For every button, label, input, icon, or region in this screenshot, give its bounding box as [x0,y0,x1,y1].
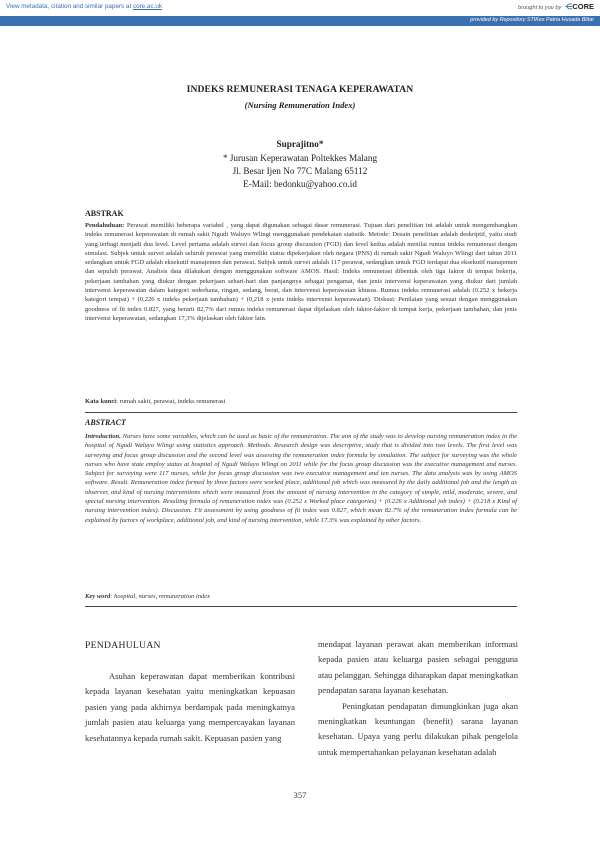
abstract-keywords [85,593,517,600]
author-name: Suprajitno* [276,139,324,149]
email-line: E-Mail: bedonku@yahoo.co.id [243,179,357,189]
left-column [85,669,295,746]
core-brought-text: brought to you by [518,5,562,11]
core-metadata-link[interactable] [6,3,162,10]
core-brought-by [518,2,594,11]
address-line: Jl. Besar Ijen No 77C Malang 65112 [232,166,368,176]
abstract-keywords-label: Key word [85,593,111,600]
core-link[interactable]: core.ac.uk [132,3,162,10]
abstrak-text: Perawat memiliki beberapa variabel , yang dapat digunakan sebagai dasar remunerasi. Tujuan dari penelitian ini adalah untuk mengembangkan indeks remunerasi keperawatan di rumah sakit Ngudi Waluyo Wlingi menggunakan pendekatan statistik. Metode: Desain penelitian adalah deskriptif, yaitu studi yang terbagi menjadi dua level. Level pertama adalah survei dan focus group discussion (FGD) dan level kedua adalah menilai rumus indeks remunerasi dengan simulasi. Subjek untuk survei adalah seluruh perawat yang memiliki status dipekerjakan oleh negara (PNS) di rumah sakit Ngudi Waluyo Wlingi dari tahun 2011 sedangkan untuk FGD adalah eksekutif manajemen dan perawat. Subjek untuk survei adalah 117 perawat, sedangkan untuk FGD terdapat dua eksekutif manajemen dan sepuluh perawat. Analisis data dilakukan dengan menggunakan software AMOS. Hasil: Indeks remunerasi dibentuk oleh tiga faktor di tempat bekerja, pekerjaan tambahan yang diukur dengan pekerjaan sehari-hari dan panjangnya sebagai pengamat, dan jenis intervensi keperawatan yang diukur dari jumlah intervensi keperawatan dalam kategori sederhana, ringan, sedang, berat, dan intervensi keperawatan khusus. Rumus indeks remunerasi adalah (0.252 x bekerja kategori tempat) + (0,226 x indeks pekerjaan tambahan) + (0,218 x jenis indeks intervensi keperawatan). Diskusi: Penilaian yang sesuai dengan menggunakan goodness of fit index 0.827, yang berarti 82,7% dari rumus indeks remunerasi dapat dijelaskan oleh faktor-faktor di tempat kerja, pekerjaan tambahan, dan jenis intervensi keperawatan, sedangkan 17,3% dijelaskan oleh faktor lain. [85,222,517,322]
abstract-body [85,432,517,525]
paper-subtitle: (Nursing Remuneration Index) [244,100,356,110]
right-column [318,637,518,760]
body-paragraph: Asuhan keperawatan dapat memberikan kontribusi kepada layanan kesehatan yaitu meningkatkan kepuasan pasien yang pada akhirnya berdampak pada meningkatnya jumlah pasien atau keluarga yang mempercayakan layanan kesehatannya kepada rumah sakit. Kepuasan pasien yang [85,671,295,743]
abstrak-keywords-text: : rumah sakit, perawat, indeks remunerasi [116,398,226,405]
abstract-heading: ABSTRACT [85,418,126,427]
provided-by-bar [0,16,600,26]
abstract-lead: Introduction. [85,433,121,440]
abstrak-body [85,221,517,323]
abstrak-lead: Pendahuluan: [85,222,125,229]
core-metadata-prefix: View metadata, citation and similar papers at [6,3,133,10]
divider [85,412,517,413]
abstrak-heading: ABSTRAK [85,209,124,218]
affiliation-line: * Jurusan Keperawatan Poltekkes Malang [222,153,378,163]
page-number: 357 [293,790,307,800]
body-paragraph: Peningkatan pendapatan dimungkinkan juga akan meningkatkan keuntungan (benefit) sarana layanan kesehatan. Upaya yang perlu dilakukan pihak pengelola untuk mempertahankan pelayanan kesehatan adalah [318,700,518,757]
body-paragraph: mendapat layanan perawat akan memberikan informasi kepada pasien atau keluarga pasien sebagai pengguna atau pelanggan. Sehingga diharapkan dapat meningkatkan pendapatan sarana layanan kesehatan. [318,639,518,696]
section-heading: PENDAHULUAN [85,640,161,651]
core-logo-icon: ⋲ [564,2,573,11]
core-logo-text: CORE [572,2,594,11]
core-banner [0,0,600,16]
divider [85,606,517,607]
core-logo[interactable] [565,2,594,11]
provided-by-text[interactable]: provided by Repository STIKes Patria Husada Blitar [470,17,594,23]
abstract-text: Nurses have some variables, which can be used as basic of the remuneration. The aim of the study was to develop nursing remuneration index in the hospital of Ngudi Waluyo Wlingi using statistics approach. Methods. Research design was descriptive, study that is divided into two levels. The first level was surveying and focus group discussion and the second level was assessing the remuneration index formula by simulation. The subject for surveying was the whole nurses who have state employ status at hospital of Ngudi Waluyo Wlingi on 2011 while for the focus group discussion was the executive management and nurses. Subject for surveying were 117 nurses, while for focus group discussion was two executive management and ten nurses. The data analysis was by using AMOS software. Result. Remuneration index formed by three factors were worked place, additional job which was measured by the daily additional job and the length as observer, and kind of nursing interventions which were measured from the amount of nursing intervention in the category of simple, mild, moderate, severe, and special nursing intervention. Resulting formula of remuneration index was (0.252 x Worked place categories) + (0.226 x Additional job index) + (0.218 x Kind of nursing intervention index). Discussion. Fit assessment by using goodness of fit index was 0.827, which mean 82.7% of the remuneration index formula can be explained by factors of workplace, additional job, and kind of nursing intervention, while 17.3% was explained by other factors. [85,433,517,524]
paper-title: INDEKS REMUNERASI TENAGA KEPERAWATAN [186,84,414,95]
abstrak-keywords [85,398,517,405]
abstrak-keywords-label: Kata kunci [85,398,117,405]
abstract-keywords-text: : hospital, nurses, remuneration index [110,593,211,600]
